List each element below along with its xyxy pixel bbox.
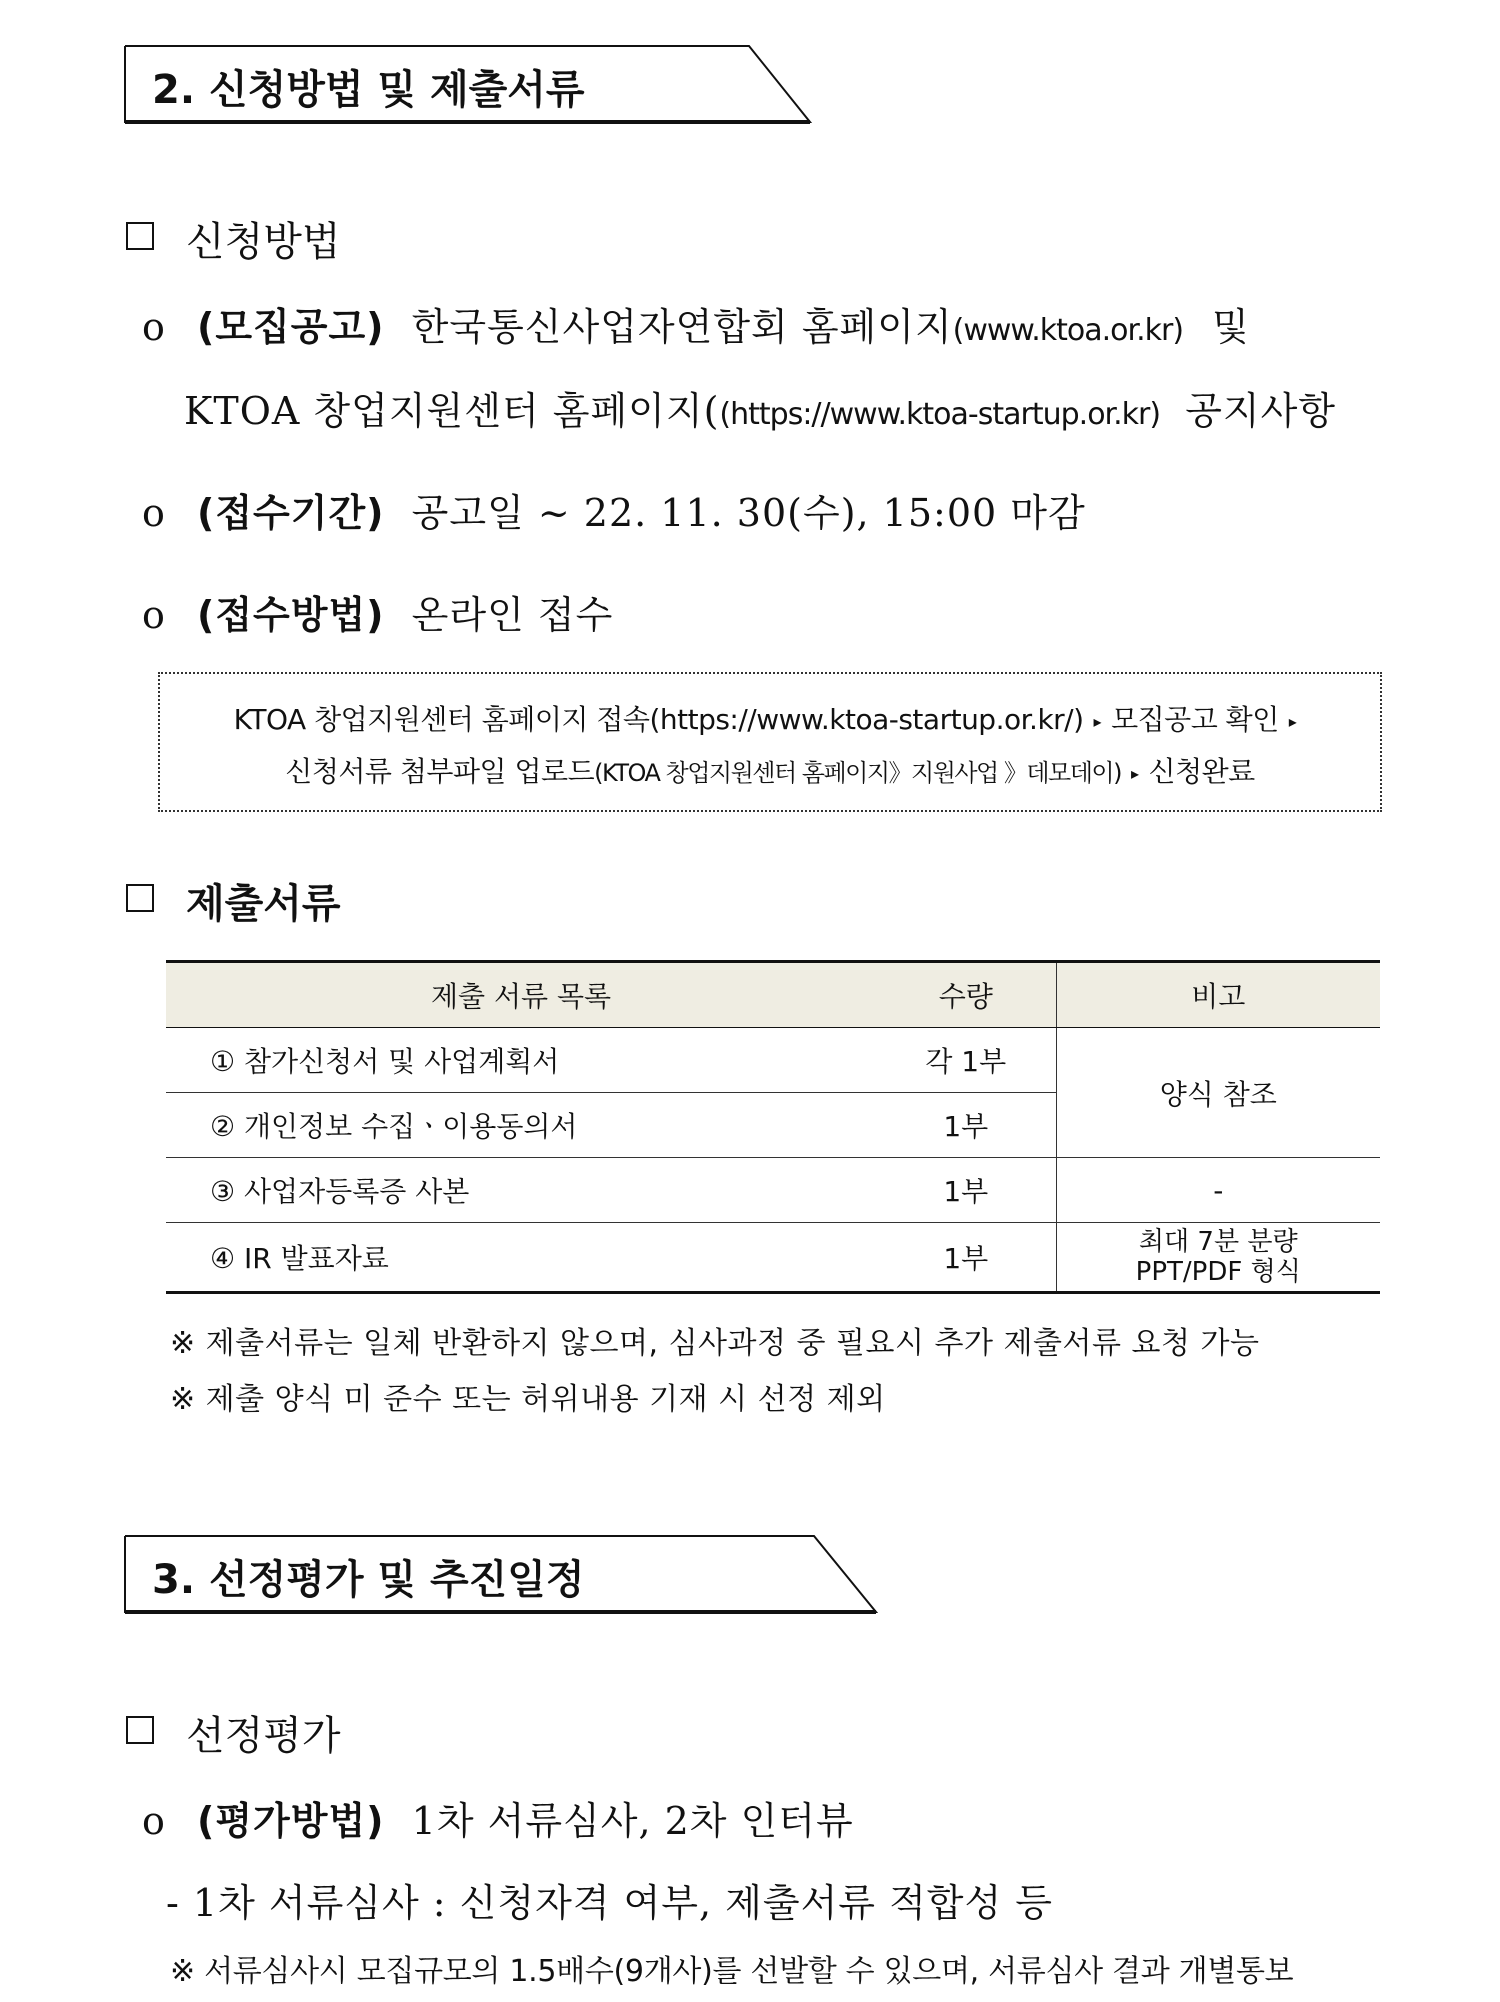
flow-step-access: KTOA 창업지원센터 홈페이지 접속(https://www.ktoa-startup.or.kr/)	[233, 703, 1084, 736]
docs-note-1: ※ 제출서류는 일체 반환하지 않으며, 심사과정 중 필요시 추가 제출서류 요청 가능	[170, 1326, 1260, 1361]
table-row	[166, 1223, 1380, 1293]
flow-line-1	[160, 698, 1380, 738]
flow-line-2	[160, 750, 1380, 790]
and-text: 및	[1212, 305, 1250, 349]
checkbox-square-icon	[126, 884, 154, 912]
doc-name: ② 개인정보 수집ㆍ이용동의서	[166, 1093, 876, 1158]
doc-name: ③ 사업자등록증 사본	[166, 1158, 876, 1223]
receipt-method-line	[142, 584, 613, 639]
section-2-heading	[124, 44, 814, 122]
eval-method-line	[142, 1790, 854, 1845]
recruit-notice-line	[142, 296, 1250, 351]
doc-name: ① 참가신청서 및 사업계획서	[166, 1028, 876, 1093]
eval-note: ※ 서류심사시 모집규모의 1.5배수(9개사)를 선발할 수 있으며, 서류심사 결과 개별통보	[170, 1954, 1294, 1989]
doc-name: ④ IR 발표자료	[166, 1223, 876, 1293]
startup-url: (https://www.ktoa-startup.or.kr)	[719, 397, 1161, 432]
recruit-notice-text: 한국통신사업자연합회 홈페이지	[411, 305, 953, 349]
flow-step-complete: 신청완료	[1148, 755, 1255, 788]
selection-eval-title: 선정평가	[186, 1713, 341, 1759]
header-remark: 비고	[1056, 962, 1380, 1028]
section-2-title: 2. 신청방법 및 제출서류	[152, 67, 585, 113]
doc-remark: -	[1056, 1158, 1380, 1223]
header-qty: 수량	[876, 962, 1056, 1028]
bullet: o	[142, 305, 166, 349]
remark-line-1: 최대 7분 분량	[1138, 1227, 1298, 1257]
table-row	[166, 1158, 1380, 1223]
doc-qty: 1부	[876, 1158, 1056, 1223]
arrow-right-icon: ▸	[1288, 711, 1297, 731]
apply-method-title: 신청방법	[186, 219, 341, 265]
flow-step-upload: 신청서류 첨부파일 업로드	[285, 755, 595, 788]
ktoa-url: (www.ktoa.or.kr)	[952, 313, 1184, 348]
checkbox-square-icon	[126, 1716, 154, 1744]
notice-board-text: 공지사항	[1185, 389, 1337, 433]
table-header-row	[166, 962, 1380, 1028]
receipt-period-label: (접수기간)	[196, 491, 385, 535]
eval-method-text: 1차 서류심사, 2차 인터뷰	[411, 1799, 854, 1843]
doc-qty: 각 1부	[876, 1028, 1056, 1093]
checkbox-square-icon	[126, 222, 154, 250]
section-3-heading	[124, 1534, 880, 1612]
doc-remark	[1056, 1223, 1380, 1293]
remark-line-2: PPT/PDF 형식	[1135, 1257, 1301, 1287]
doc-remark: 양식 참조	[1056, 1028, 1380, 1158]
receipt-method-label: (접수방법)	[196, 593, 385, 637]
receipt-method-text: 온라인 접수	[411, 593, 614, 637]
submit-docs-table	[166, 960, 1380, 1294]
bullet: o	[142, 491, 166, 535]
table-row	[166, 1028, 1380, 1093]
bullet: o	[142, 593, 166, 637]
startup-center-line	[184, 380, 1336, 435]
arrow-right-icon: ▸	[1130, 763, 1139, 783]
arrow-right-icon: ▸	[1093, 711, 1102, 731]
section-3-title: 3. 선정평가 및 추진일정	[152, 1557, 585, 1603]
docs-note-2: ※ 제출 양식 미 준수 또는 허위내용 기재 시 선정 제외	[170, 1382, 886, 1417]
doc-qty: 1부	[876, 1093, 1056, 1158]
recruit-notice-label: (모집공고)	[196, 305, 385, 349]
flow-step-check: 모집공고 확인	[1111, 703, 1279, 736]
receipt-period-line	[142, 482, 1086, 537]
eval-method-label: (평가방법)	[196, 1799, 385, 1843]
bullet: o	[142, 1799, 166, 1843]
submit-docs-title: 제출서류	[186, 881, 341, 927]
doc-qty: 1부	[876, 1223, 1056, 1293]
application-flow-box	[158, 672, 1382, 812]
receipt-period-text: 공고일 ~ 22. 11. 30(수), 15:00 마감	[411, 491, 1086, 535]
flow-step-upload-path: (KTOA 창업지원센터 홈페이지》지원사업 》데모데이)	[594, 759, 1121, 787]
first-round-line: - 1차 서류심사 : 신청자격 여부, 제출서류 적합성 등	[166, 1881, 1053, 1925]
header-name: 제출 서류 목록	[166, 962, 876, 1028]
startup-center-text: KTOA 창업지원센터 홈페이지(	[184, 389, 720, 433]
